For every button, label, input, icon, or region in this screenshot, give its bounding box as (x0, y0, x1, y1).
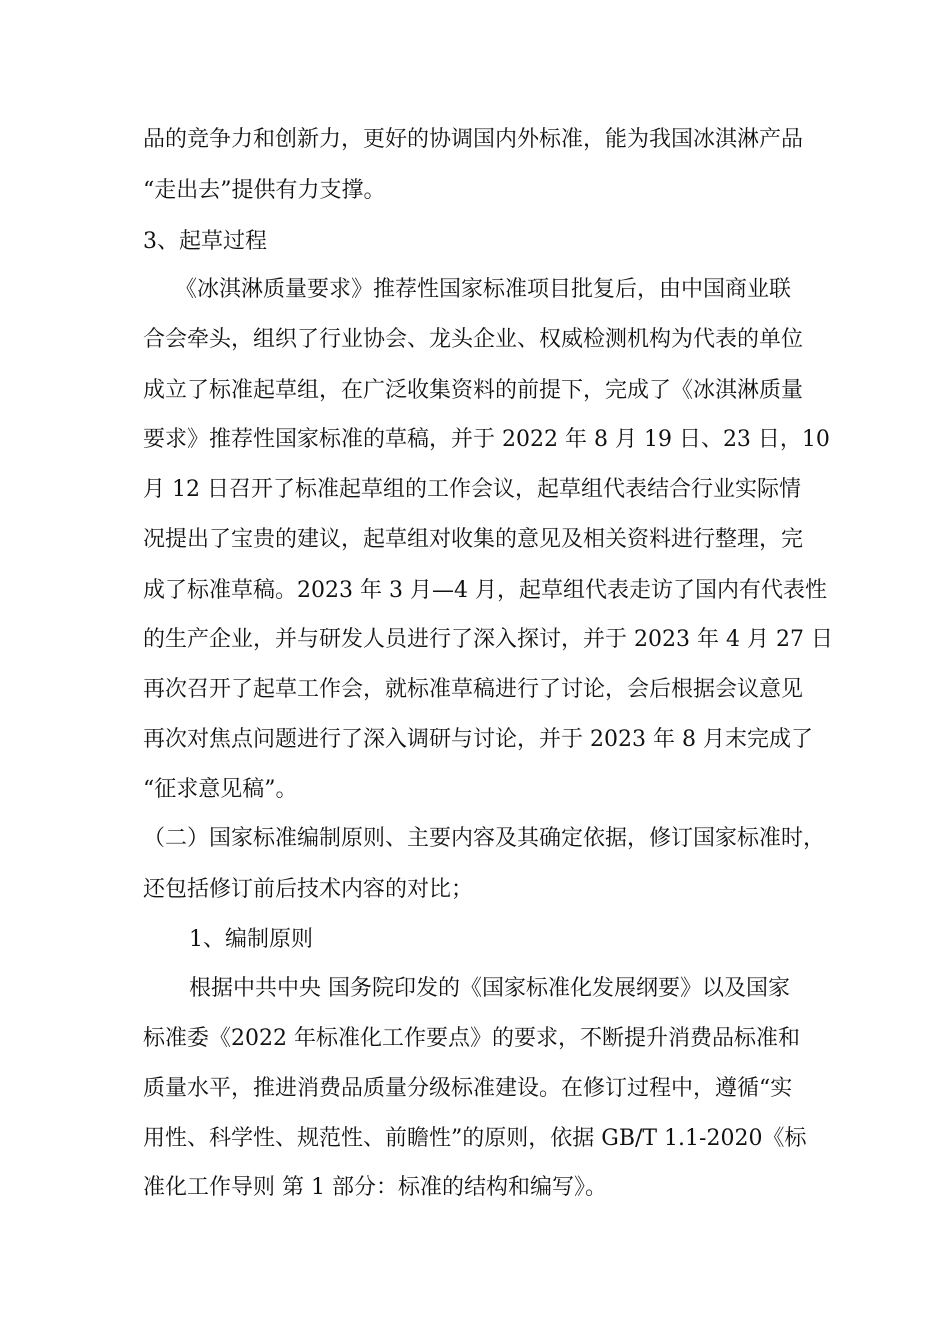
text-line-10: 成了标准草稿。2023 年 3 月—4 月，起草组代表走访了国内有代表性 (143, 578, 827, 603)
text-line-20: 质量水平，推进消费品质量分级标准建设。在修订过程中，遵循“实 (143, 1076, 793, 1101)
text-line-14: “征求意见稿”。 (143, 777, 298, 802)
section-heading-principles: （二）国家标准编制原则、主要内容及其确定依据，修订国家标准时， (143, 826, 826, 851)
text-line-11: 的生产企业，并与研发人员进行了深入探讨，并于 2023 年 4 月 27 日 (143, 627, 833, 652)
text-line-5: 合会牵头，组织了行业协会、龙头企业、权威检测机构为代表的单位 (143, 327, 804, 352)
text-line-6: 成立了标准起草组，在广泛收集资料的前提下，完成了《冰淇淋质量 (143, 378, 804, 403)
text-line-13: 再次对焦点问题进行了深入调研与讨论，并于 2023 年 8 月末完成了 (143, 727, 813, 752)
text-line-18: 根据中共中央 国务院印发的《国家标准化发展纲要》以及国家 (189, 976, 790, 1001)
text-line-9: 况提出了宝贵的建议，起草组对收集的意见及相关资料进行整理，完 (143, 527, 804, 552)
text-line-22: 准化工作导则 第 1 部分：标准的结构和编写》。 (143, 1175, 607, 1200)
text-line-12: 再次召开了起草工作会，就标准草稿进行了讨论，会后根据会议意见 (143, 677, 804, 702)
text-line-1: 品的竞争力和创新力，更好的协调国内外标准，能为我国冰淇淋产品 (143, 127, 804, 152)
text-line-8: 月 12 日召开了标准起草组的工作会议，起草组代表结合行业实际情 (143, 477, 801, 502)
text-line-16: 还包括修订前后技术内容的对比； (143, 877, 474, 902)
text-line-4: 《冰淇淋质量要求》推荐性国家标准项目批复后，由中国商业联 (175, 277, 792, 302)
text-line-19: 标准委《2022 年标准化工作要点》的要求，不断提升消费品标准和 (143, 1026, 800, 1051)
text-line-21: 用性、科学性、规范性、前瞻性”的原则，依据 GB/T 1.1-2020《标 (143, 1126, 807, 1151)
text-line-2: “走出去”提供有力支撑。 (143, 178, 386, 203)
text-line-7: 要求》推荐性国家标准的草稿，并于 2022 年 8 月 19 日、23 日，10 (143, 427, 830, 452)
subsection-heading-compilation-principles: 1、编制原则 (189, 927, 313, 952)
section-heading-drafting-process: 3、起草过程 (143, 229, 267, 254)
